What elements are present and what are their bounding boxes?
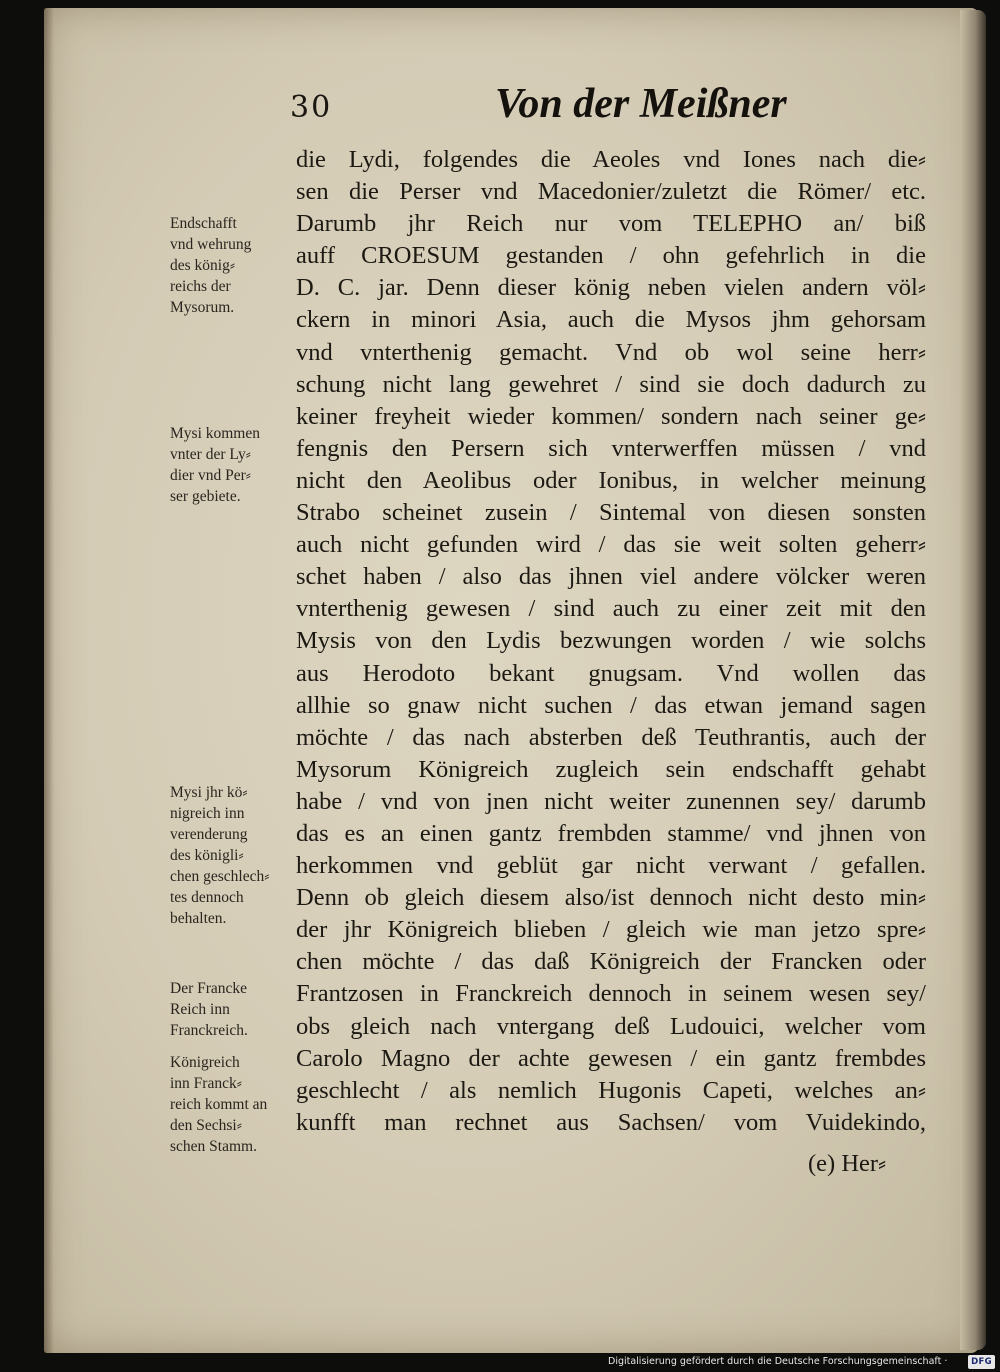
- catchword: (e) Her⸗: [808, 1150, 887, 1177]
- text-line: vnd vnterthenig gemacht. Vnd ob wol seine herr⸗: [296, 338, 926, 366]
- margin-note: [170, 1052, 292, 1157]
- text-line: fengnis den Persern sich vnterwerffen müssen / vnd: [296, 434, 926, 462]
- text-line: Frantzosen in Franckreich dennoch in seinem wesen sey/: [296, 980, 926, 1008]
- text-line: schet haben / also das jhnen viel andere völcker weren: [296, 563, 926, 591]
- margin-note-line: vnd wehrung: [170, 236, 252, 253]
- text-line: keiner freyheit wieder kommen/ sondern nach seiner ge⸗: [296, 402, 926, 430]
- text-line: Denn ob gleich diesem also/ist dennoch nicht desto min⸗: [296, 884, 926, 912]
- margin-note-line: Mysorum.: [170, 299, 235, 316]
- margin-note-line: des königli⸗: [170, 847, 244, 864]
- text-line: chen möchte / das daß Königreich der Francken oder: [296, 948, 926, 976]
- margin-note-line: Mysi kommen: [170, 425, 260, 442]
- text-line: vnterthenig gewesen / sind auch zu einer zeit mit den: [296, 595, 926, 623]
- digitization-credit: Digitalisierung gefördert durch die Deutsche Forschungsgemeinschaft ·: [608, 1356, 948, 1367]
- margin-note-line: nigreich inn: [170, 805, 245, 822]
- text-line: die Lydi, folgendes die Aeoles vnd Iones nach die⸗: [296, 146, 926, 173]
- margin-note-line: reich kommt an: [170, 1096, 268, 1113]
- margin-note: [170, 423, 292, 507]
- text-line: auch nicht gefunden wird / das sie weit solten geherr⸗: [296, 531, 926, 559]
- dfg-logo-icon: DFG: [968, 1355, 995, 1369]
- margin-note-line: tes dennoch: [170, 889, 244, 906]
- margin-note-line: behalten.: [170, 910, 227, 927]
- page-header: [290, 80, 787, 140]
- margin-note: [170, 213, 292, 318]
- text-line: allhie so gnaw nicht suchen / das etwan jemand sagen: [296, 691, 926, 719]
- margin-note-line: reichs der: [170, 278, 231, 295]
- margin-note-line: Mysi jhr kö⸗: [170, 784, 248, 801]
- margin-note-line: den Sechsi⸗: [170, 1117, 242, 1134]
- text-line: geschlecht / als nemlich Hugonis Capeti, welches an⸗: [296, 1076, 926, 1104]
- running-head: Von der Meißner: [495, 81, 787, 127]
- text-line: herkommen vnd geblüt gar nicht verwant / gefallen.: [296, 852, 926, 880]
- text-line: auff CROESUM gestanden / ohn gefehrlich in die: [296, 242, 926, 270]
- margin-note-line: verenderung: [170, 826, 248, 843]
- margin-note-line: dier vnd Per⸗: [170, 467, 251, 484]
- margin-note-line: ser gebiete.: [170, 488, 241, 505]
- text-line: ckern in minori Asia, auch die Mysos jhm gehorsam: [296, 306, 926, 334]
- margin-note-line: inn Franck⸗: [170, 1075, 242, 1092]
- margin-note-line: Franckreich.: [170, 1022, 248, 1039]
- text-line: kunfft man rechnet aus Sachsen/ vom Vuidekindo,: [296, 1108, 926, 1136]
- text-line: schung nicht lang gewehret / sind sie doch dadurch zu: [296, 370, 926, 398]
- margin-note-line: chen geschlech⸗: [170, 868, 270, 885]
- page-number: 30: [290, 90, 333, 125]
- margin-note-line: vnter der Ly⸗: [170, 446, 251, 463]
- text-line: der jhr Königreich blieben / gleich wie man jetzo spre⸗: [296, 916, 926, 944]
- margin-note-line: schen Stamm.: [170, 1138, 257, 1155]
- margin-note-line: Reich inn: [170, 1001, 230, 1018]
- text-line: Strabo scheinet zusein / Sintemal von diesen sonsten: [296, 499, 926, 527]
- text-line: Carolo Magno der achte gewesen / ein gantz frembdes: [296, 1044, 926, 1072]
- margin-note-line: Königreich: [170, 1054, 240, 1071]
- page-fore-edge: [960, 10, 986, 1350]
- text-line: Darumb jhr Reich nur vom TELEPHO an/ biß: [296, 210, 926, 238]
- margin-note-line: des könig⸗: [170, 257, 236, 274]
- text-line: das es an einen gantz frembden stamme/ vnd jhnen von: [296, 819, 926, 847]
- text-line: D. C. jar. Denn dieser könig neben vielen andern völ⸗: [296, 274, 926, 302]
- margin-note: [170, 978, 292, 1041]
- margin-note-line: Der Francke: [170, 980, 248, 997]
- margin-note: [170, 782, 292, 929]
- text-line: sen die Perser vnd Macedonier/zuletzt die Römer/ etc.: [296, 178, 926, 206]
- text-line: habe / vnd von jnen nicht weiter zunennen sey/ darumb: [296, 787, 926, 815]
- text-line: nicht den Aeolibus oder Ionibus, in welcher meinung: [296, 466, 926, 494]
- margin-note-line: Endschafft: [170, 215, 237, 232]
- text-line: Mysorum Königreich zugleich sein endschafft gehabt: [296, 755, 926, 783]
- text-line: aus Herodoto bekant gnugsam. Vnd wollen das: [296, 659, 926, 687]
- text-line: obs gleich nach vntergang deß Ludouici, welcher vom: [296, 1012, 926, 1040]
- page-gutter-shadow: [44, 8, 54, 1353]
- text-line: Mysis von den Lydis bezwungen worden / wie solchs: [296, 627, 926, 655]
- text-line: möchte / das nach absterben deß Teuthrantis, auch der: [296, 723, 926, 751]
- main-text-block: [296, 144, 926, 1139]
